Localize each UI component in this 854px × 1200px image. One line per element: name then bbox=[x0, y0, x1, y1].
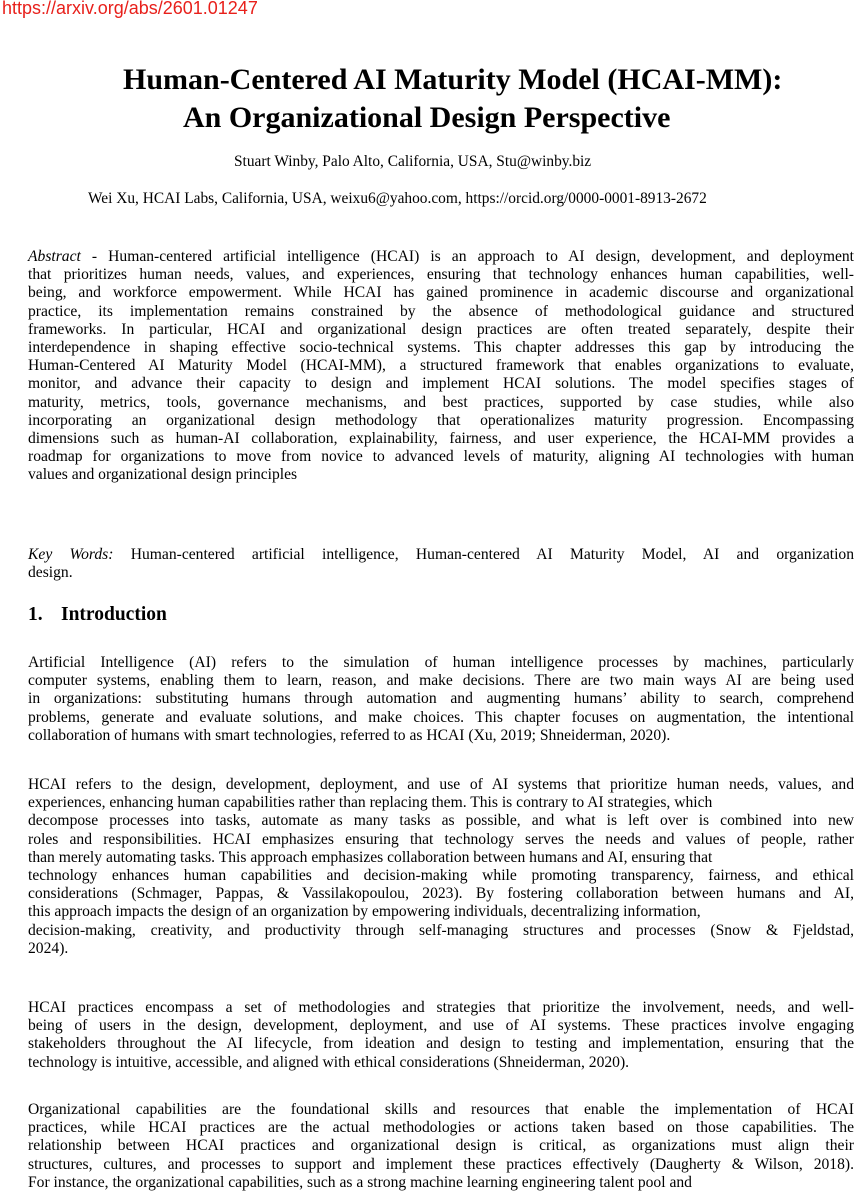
paper-title-line-2: An Organizational Design Perspective bbox=[183, 101, 671, 134]
section-number: 1. bbox=[28, 604, 43, 625]
abstract-line: Human-Centered AI Maturity Model (HCAI-MM), a structured framework that enables organizations to evaluate, bbox=[28, 357, 854, 375]
paragraph-line: decision-making, creativity, and productivity through self-managing structures and processes (Snow & Fjeldstad, bbox=[28, 921, 854, 939]
paragraph-line: problems, generate and evaluate solutions, and make choices. This chapter focuses on augmentation, the intentional bbox=[28, 708, 854, 726]
abstract-line: that prioritizes human needs, values, and experiences, ensuring that technology enhances human capabilities, well- bbox=[28, 266, 854, 284]
abstract-line: maturity, metrics, tools, governance mechanisms, and best practices, supported by case studies, while also bbox=[28, 393, 854, 411]
paragraph-line: collaboration of humans with smart technologies, referred to as HCAI (Xu, 2019; Shneiderman, 2020). bbox=[28, 726, 671, 744]
abstract-line: practice, its implementation remains constrained by the absence of methodological guidance and structured bbox=[28, 302, 854, 320]
paragraph-line: HCAI practices encompass a set of methodologies and strategies that prioritize the involvement, needs, and well- bbox=[28, 999, 854, 1016]
paragraph-line: computer systems, enabling them to learn, reason, and make decisions. There are two main ways AI are being used bbox=[28, 672, 854, 690]
paragraph-line: this approach impacts the design of an organization by empowering individuals, decentralizing information, bbox=[28, 903, 701, 921]
abstract-line: values and organizational design principles bbox=[28, 466, 298, 484]
keywords bbox=[28, 546, 854, 582]
arxiv-link[interactable]: https://arxiv.org/abs/2601.01247 bbox=[2, 0, 258, 18]
paragraph-line: roles and responsibilities. HCAI emphasizes ensuring that technology serves the needs and values of people, rather bbox=[28, 830, 854, 848]
paragraph-line: decompose processes into tasks, automate as many tasks as possible, and what is left over is combined into new bbox=[28, 812, 854, 830]
intro-paragraph-3 bbox=[28, 999, 854, 1072]
intro-paragraph-1 bbox=[28, 654, 854, 745]
paragraph-line: Artificial Intelligence (AI) refers to the simulation of human intelligence processes by machines, particularly bbox=[28, 654, 854, 671]
keywords-line: Key Words: Human-centered artificial intelligence, Human-centered AI Maturity Model, AI and organization bbox=[28, 546, 854, 563]
abstract-line: monitor, and advance their capacity to design and implement HCAI solutions. The model specifies stages of bbox=[28, 375, 854, 393]
section-title: Introduction bbox=[61, 604, 167, 625]
paragraph-line: experiences, enhancing human capabilities rather than replacing them. This is contrary to AI strategies, which bbox=[28, 794, 713, 812]
paper-title-line-1: Human-Centered AI Maturity Model (HCAI-MM): bbox=[123, 63, 783, 96]
paragraph-line: Organizational capabilities are the foundational skills and resources that enable the implementation of HCAI bbox=[28, 1101, 854, 1118]
intro-paragraph-4 bbox=[28, 1101, 854, 1192]
paragraph-line: being of users in the design, development, deployment, and use of AI systems. These practices involve engaging bbox=[28, 1017, 854, 1035]
paragraph-line: technology enhances human capabilities and decision-making while promoting transparency, fairness, and ethical bbox=[28, 867, 854, 885]
abstract-line: interdependence in shaping effective socio-technical systems. This chapter addresses this gap by introducing the bbox=[28, 339, 854, 357]
abstract-line: frameworks. In particular, HCAI and organizational design practices are often treated separately, despite their bbox=[28, 320, 854, 338]
author-line-2: Wei Xu, HCAI Labs, California, USA, weixu6@yahoo.com, https://orcid.org/0000-0001-8913-2672 bbox=[88, 190, 707, 207]
keywords-label: Key Words: bbox=[28, 546, 114, 563]
paragraph-line: For instance, the organizational capabilities, such as a strong machine learning engineering talent pool and bbox=[28, 1173, 692, 1191]
paragraph-line: stakeholders throughout the AI lifecycle, from ideation and design to testing and implementation, ensuring that the bbox=[28, 1035, 854, 1053]
paragraph-line: considerations (Schmager, Pappas, & Vassilakopoulou, 2023). By fostering collaboration between humans and AI, bbox=[28, 885, 854, 903]
abstract-line: incorporating an organizational design methodology that operationalizes maturity progression. Encompassing bbox=[28, 411, 854, 429]
paragraph-line: technology is intuitive, accessible, and aligned with ethical considerations (Shneiderman, 2020). bbox=[28, 1053, 630, 1071]
intro-paragraph-2 bbox=[28, 776, 854, 958]
abstract-line: Abstract - Human-centered artificial intelligence (HCAI) is an approach to AI design, development, and deployment bbox=[28, 248, 854, 265]
section-heading-introduction bbox=[28, 604, 167, 626]
paragraph-line: in organizations: substituting humans through automation and augmenting humans’ ability to search, comprehend bbox=[28, 690, 854, 708]
paragraph-line: structures, cultures, and processes to support and implement these practices effectively (Daugherty & Wilson, 2018). bbox=[28, 1155, 854, 1173]
paragraph-line: HCAI refers to the design, development, deployment, and use of AI systems that prioritize human needs, values, and bbox=[28, 776, 854, 793]
abstract-label: Abstract bbox=[28, 248, 81, 265]
abstract-line: roadmap for organizations to move from novice to advanced levels of maturity, aligning AI technologies with human bbox=[28, 448, 854, 466]
abstract bbox=[28, 248, 854, 485]
paragraph-line: 2024). bbox=[28, 939, 69, 957]
abstract-line: dimensions such as human-AI collaboration, explainability, fairness, and user experience, the HCAI-MM provides a bbox=[28, 430, 854, 448]
keywords-line: design. bbox=[28, 564, 73, 582]
paragraph-line: relationship between HCAI practices and organizational design is critical, as organizations must align their bbox=[28, 1137, 854, 1155]
paragraph-line: practices, while HCAI practices are the actual methodologies or actions taken based on those capabilities. The bbox=[28, 1119, 854, 1137]
abstract-line: being, and workforce empowerment. While HCAI has gained prominence in academic discourse and organizational bbox=[28, 284, 854, 302]
paragraph-line: than merely automating tasks. This approach emphasizes collaboration between humans and AI, ensuring that bbox=[28, 848, 713, 866]
author-line-1: Stuart Winby, Palo Alto, California, USA, Stu@winby.biz bbox=[234, 153, 592, 170]
